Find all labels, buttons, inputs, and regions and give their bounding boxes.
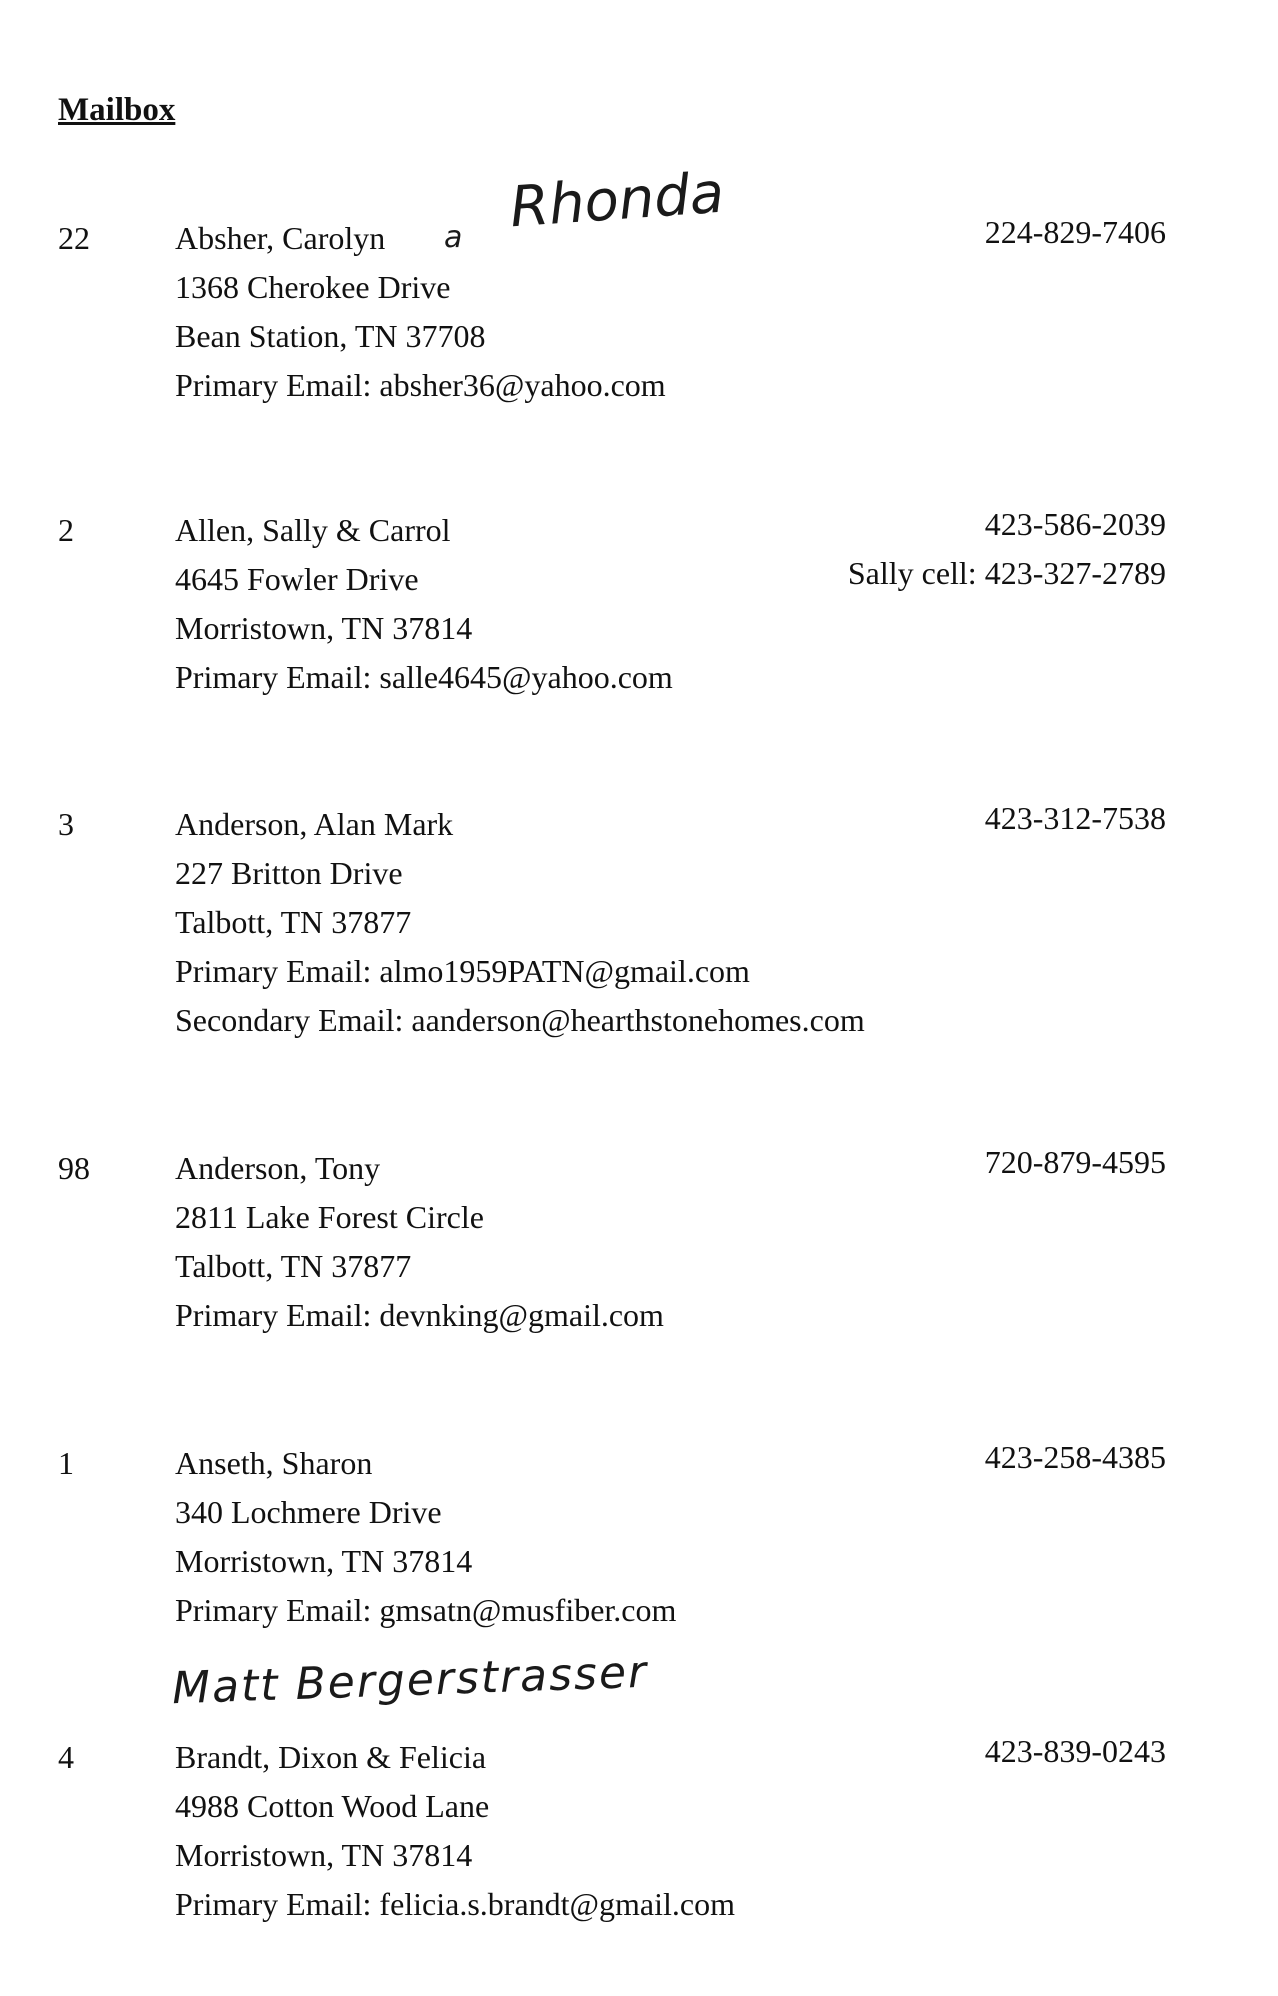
street-address: 227 Britton Drive xyxy=(175,855,403,891)
primary-email: Primary Email: salle4645@yahoo.com xyxy=(175,659,673,695)
street-address: 2811 Lake Forest Circle xyxy=(175,1199,484,1235)
mailbox-number: 98 xyxy=(58,1150,90,1186)
page-heading: Mailbox xyxy=(58,92,176,128)
resident-name: Anseth, Sharon xyxy=(175,1445,373,1481)
city-state-zip: Morristown, TN 37814 xyxy=(175,1837,473,1873)
secondary-email: Secondary Email: aanderson@hearthstonehomes.com xyxy=(175,1002,865,1038)
resident-name: Allen, Sally & Carrol xyxy=(175,512,451,548)
primary-email: Primary Email: devnking@gmail.com xyxy=(175,1297,664,1333)
phone-number: 423-586-2039 xyxy=(984,506,1166,542)
street-address: 340 Lochmere Drive xyxy=(175,1494,442,1530)
street-address: 1368 Cherokee Drive xyxy=(175,269,451,305)
handwritten-or: a xyxy=(444,220,463,255)
cell-phone-number: Sally cell: 423-327-2789 xyxy=(847,555,1166,591)
primary-email: Primary Email: absher36@yahoo.com xyxy=(175,367,666,403)
handwritten-rhonda: Rhonda xyxy=(507,160,727,241)
phone-number: 423-312-7538 xyxy=(984,800,1166,836)
phone-number: 224-829-7406 xyxy=(984,214,1166,250)
city-state-zip: Talbott, TN 37877 xyxy=(175,904,412,940)
street-address: 4988 Cotton Wood Lane xyxy=(175,1788,490,1824)
mailbox-number: 3 xyxy=(58,806,74,842)
resident-name: Absher, Carolyn xyxy=(175,220,386,256)
resident-name: Brandt, Dixon & Felicia xyxy=(175,1739,487,1775)
street-address: 4645 Fowler Drive xyxy=(175,561,419,597)
mailbox-number: 4 xyxy=(58,1739,74,1775)
primary-email: Primary Email: almo1959PATN@gmail.com xyxy=(175,953,750,989)
resident-name: Anderson, Alan Mark xyxy=(175,806,454,842)
primary-email: Primary Email: felicia.s.brandt@gmail.com xyxy=(175,1886,735,1922)
resident-name: Anderson, Tony xyxy=(175,1150,381,1186)
phone-number: 423-839-0243 xyxy=(984,1733,1166,1769)
primary-email: Primary Email: gmsatn@musfiber.com xyxy=(175,1592,677,1628)
phone-number: 423-258-4385 xyxy=(984,1439,1166,1475)
handwritten-matt: Matt Bergerstrasser xyxy=(171,1646,649,1715)
city-state-zip: Morristown, TN 37814 xyxy=(175,610,473,646)
city-state-zip: Talbott, TN 37877 xyxy=(175,1248,412,1284)
mailbox-number: 22 xyxy=(58,220,90,256)
phone-number: 720-879-4595 xyxy=(984,1144,1166,1180)
mailbox-number: 1 xyxy=(58,1445,74,1481)
mailbox-number: 2 xyxy=(58,512,74,548)
city-state-zip: Morristown, TN 37814 xyxy=(175,1543,473,1579)
city-state-zip: Bean Station, TN 37708 xyxy=(175,318,486,354)
